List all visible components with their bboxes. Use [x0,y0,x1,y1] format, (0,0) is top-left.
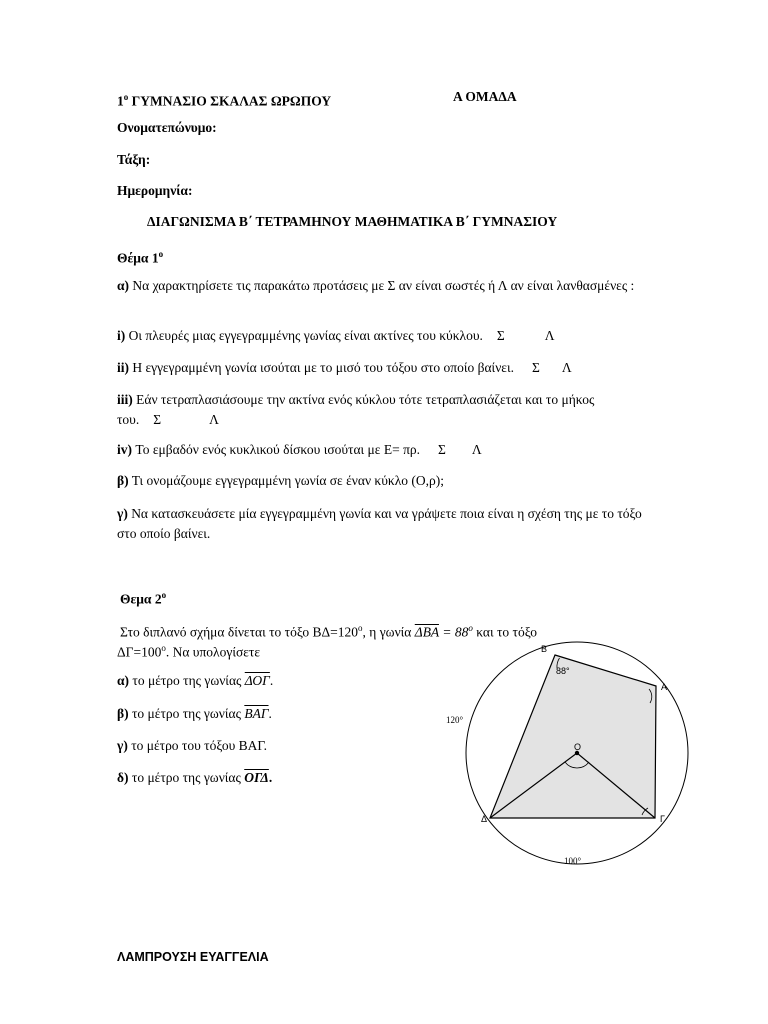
label-d: Δ [481,814,488,824]
label-g: Γ [660,814,665,824]
topic2-intro-line2: $\Delta\Gamma=100^o$. Να υπολογίσετε [117,643,260,660]
angle-88-label: 88° [556,666,570,676]
topic2-question-c: γ) το μέτρο του τόξου ΒΑΓ. [117,738,267,753]
label-b: Β [541,644,548,654]
topic1-heading: Θέμα $1^o$ [117,249,164,266]
statement-2: ii) Η εγγεγραμμένη γωνία ισούται με το μισό του τόξου στο οποίο βαίνει. Σ Λ [117,360,572,375]
topic1-part-b: β) Τι ονομάζουμε εγγεγραμμένη γωνία σε έναν κύκλο (Ο,ρ); [117,473,444,488]
label-o: Ο [574,742,582,752]
topic2-question-a: α) το μέτρο της γωνίας $\overline{\Delta O\Gamma}$. [117,673,274,688]
exam-title: ΔΙΑΓΩΝΙΣΜΑ Β΄ ΤΕΤΡΑΜΗΝΟΥ ΜΑΘΗΜΑΤΙΚΑ Β΄ ΓΥΜΝΑΣΙΟΥ [147,214,558,229]
statement-3: iii) Εάν τετραπλασιάσουμε την ακτίνα ενός κύκλου τότε τετραπλασιάζεται και το μήκος του. Σ Λ [117,392,595,427]
topic1-part-a: α) Να χαρακτηρίσετε τις παρακάτω προτάσεις με Σ αν είναι σωστές ή Λ αν είναι λανθασμένες : [117,278,635,293]
date-field-label: Ημερομηνία: [117,183,193,198]
arc-dg-label: 100° [564,856,582,866]
group-label: Α ΟΜΑΔΑ [453,89,517,104]
school-name: $1^o$ ΓΥΜΝΑΣΙΟ ΣΚΑΛΑΣ ΩΡΩΠΟΥ [117,92,332,109]
topic2-question-b: β) το μέτρο της γωνίας $\overline{BA\Gamma}$. [117,706,272,721]
class-field-label: Τάξη: [117,152,151,167]
author-footer: ΛΑΜΠΡΟΥΣΗ ΕΥΑΓΓΕΛΙΑ [117,950,269,964]
statement-1: i) Οι πλευρές μιας εγγεγραμμένης γωνίας είναι ακτίνες του κύκλου. Σ Λ [117,328,555,343]
topic2-heading: Θεμα $2^o$ [120,590,167,607]
topic1-part-c: γ) Να κατασκευάσετε μία εγγεγραμμένη γωνία και να γράψετε ποια είναι η σχέση της με το τόξο στο οποίο βαίνει. [117,506,642,541]
topic2-intro-line1: Στο διπλανό σχήμα δίνεται το τόξο $B\Delta=120^o$, η γωνία $\overline{\Delta BA} = 88^o$ και το τόξο [120,623,537,640]
topic2-question-d: δ) το μέτρο της γωνίας $\overline{O\Gamma\Delta}$. [117,770,273,785]
arc-bd-label: 120° [446,715,464,725]
label-a: Α [661,682,668,692]
statement-4: iv) Το εμβαδόν ενός κυκλικού δίσκου ισούται με Ε= πρ. Σ Λ [117,442,482,457]
quadrilateral-bagd [490,655,656,818]
name-field-label: Ονοματεπώνυμο: [117,120,217,135]
